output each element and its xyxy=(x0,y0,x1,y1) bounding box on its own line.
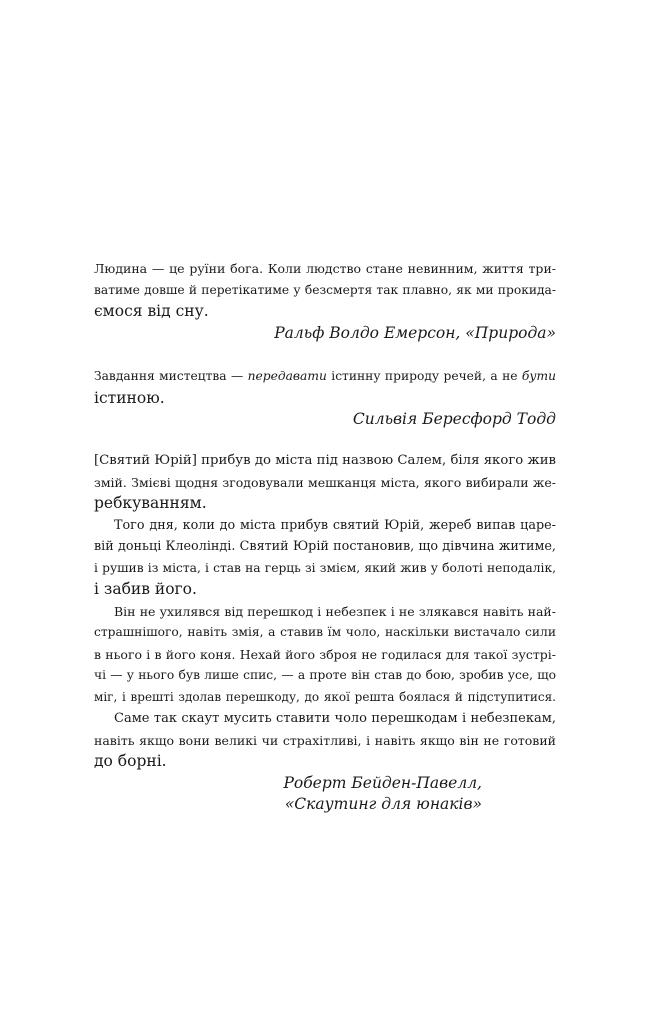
passage-attribution-title: «Скаутинг для юнаків» xyxy=(284,795,482,813)
passage-line: Того дня, коли до міста прибув святий Юрій, жереб випав царе- xyxy=(114,517,556,533)
epigraph-attribution: Сильвія Бересфорд Тодд xyxy=(352,410,556,428)
passage-line: в нього і в його коня. Нехай його зброя не годилася для такої зустрі- xyxy=(94,646,556,662)
text-run: Завдання мистецтва — xyxy=(94,369,248,383)
text-run: істинну природу речей, а не xyxy=(326,369,522,383)
epigraph-todd xyxy=(94,366,556,431)
passage-line: страшнішого, навіть змія, а ставив їм чоло, наскільки вистачало сили xyxy=(94,625,556,639)
passage-line: Він не ухилявся від перешкод і небезпек і не злякався навіть най- xyxy=(114,603,556,619)
emphasis: передавати xyxy=(247,369,327,383)
epigraph-line: Людина — це руїни бога. Коли людство стане невинним, життя три- xyxy=(94,261,556,276)
passage-line: ребкуванням. xyxy=(94,494,207,512)
passage-line: вій доньці Клеолінді. Святий Юрій постановив, що дівчина житиме, xyxy=(94,539,556,554)
epigraph-line: істиною. xyxy=(94,388,165,407)
passage-line: до борні. xyxy=(94,752,167,770)
passage-line: [Святий Юрій] прибув до міста під назвою Салем, біля якого жив xyxy=(94,453,556,468)
passage-line: змій. Змієві щодня згодовували мешканця міста, якого вибирали же- xyxy=(94,474,556,490)
passage-line: Саме так скаут мусить ставити чоло перешкодам і небезпекам, xyxy=(114,711,556,726)
passage-baden-powell xyxy=(94,450,556,816)
epigraph-line: ватиме довше й перетікатиме у безсмертя так плавно, як ми прокида- xyxy=(94,282,556,297)
epigraph-line: ємося від сну. xyxy=(94,302,209,320)
passage-attribution-author: Роберт Бейден-Павелл, xyxy=(283,773,482,792)
passage-line: і забив його. xyxy=(94,580,197,598)
epigraph-emerson xyxy=(94,258,556,344)
passage-line: міг, і врешті здолав перешкоду, до якої решта боялася й підступитися. xyxy=(94,689,556,704)
passage-line: і рушив із міста, і став на герць зі змієм, який жив у болоті неподалік, xyxy=(94,560,556,575)
epigraph-attribution: Ральф Волдо Емерсон, «Природа» xyxy=(274,323,556,342)
emphasis: бути xyxy=(521,369,556,383)
epigraph-line xyxy=(94,366,556,388)
passage-line: чі — у нього був лише спис, — а проте він став до бою, зробив усе, що xyxy=(94,668,556,682)
passage-line: навіть якщо вони великі чи страхітливі, і навіть якщо він не готовий xyxy=(94,732,556,748)
